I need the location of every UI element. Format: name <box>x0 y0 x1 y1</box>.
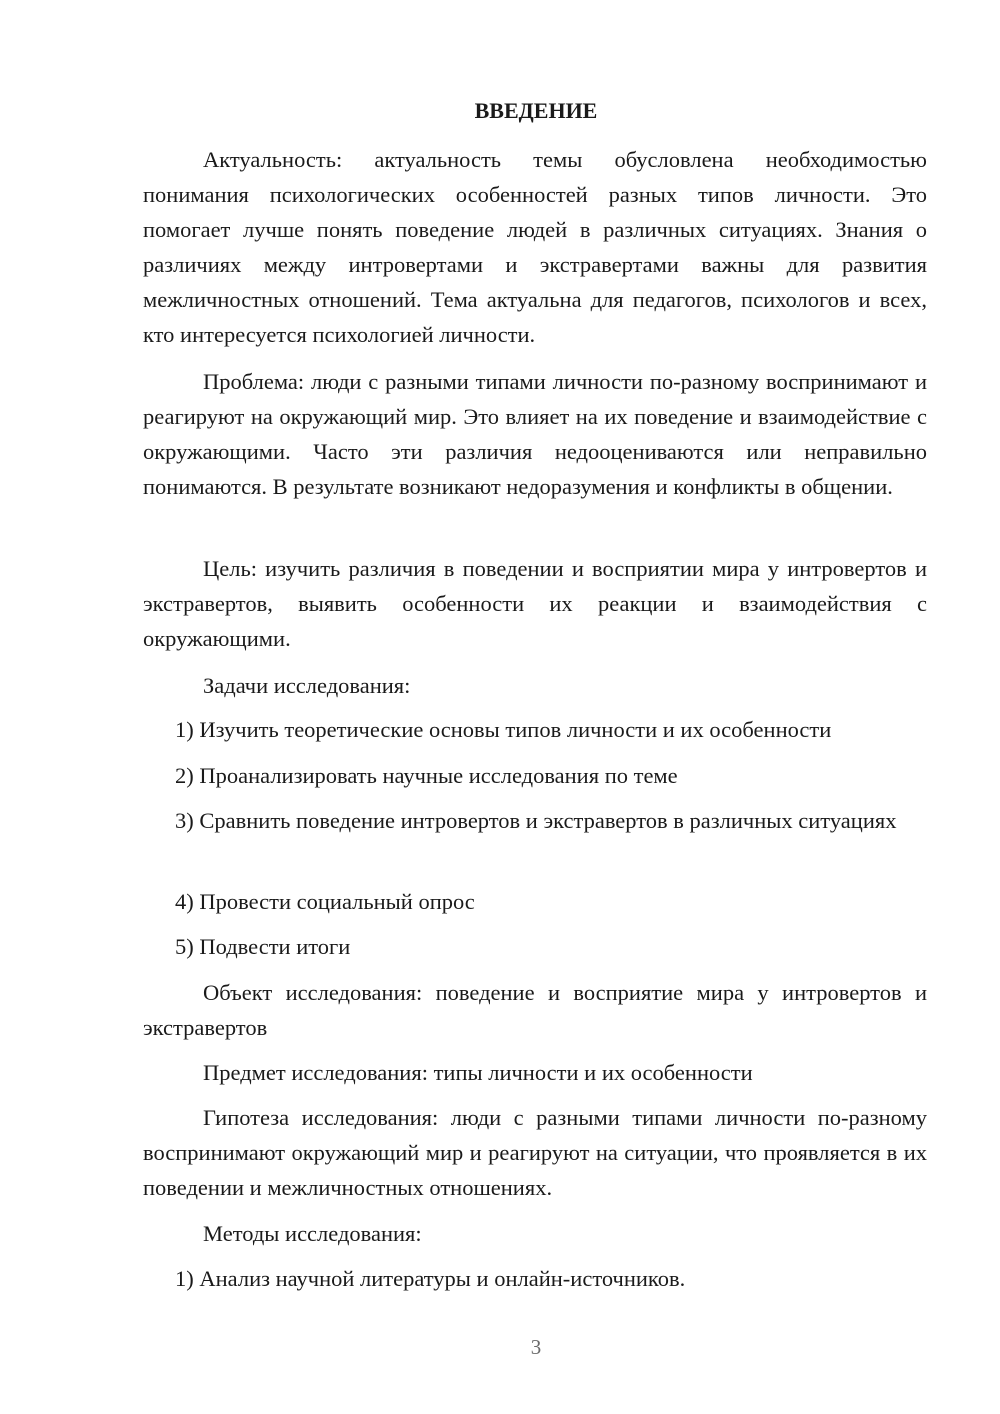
hypothesis-paragraph: Гипотеза исследования: люди с разными типами личности по-разному воспринимают окружающий мир и реагируют на ситуации, что проявляется в их поведении и межличностных отношениях. <box>143 1105 927 1200</box>
subject-paragraph: Предмет исследования: типы личности и их особенности <box>203 1060 753 1085</box>
task-item-4: 4) Провести социальный опрос <box>175 889 475 914</box>
problem-paragraph: Проблема: люди с разными типами личности по-разному воспринимают и реагируют на окружающий мир. Это влияет на их поведение и взаимодействие с окружающими. Часто эти различия недооцениваются или неправильно понимаются. В результате возникают недоразумения и конфликты в общении. <box>143 369 927 499</box>
goal-paragraph: Цель: изучить различия в поведении и восприятии мира у интровертов и экстравертов, выявить особенности их реакции и взаимодействия с окружающими. <box>143 556 927 651</box>
tasks-heading: Задачи исследования: <box>203 673 411 698</box>
object-paragraph: Объект исследования: поведение и восприятие мира у интровертов и экстравертов <box>143 980 927 1040</box>
task-item-3: 3) Сравнить поведение интровертов и экстравертов в различных ситуациях <box>175 808 897 833</box>
page-number: 3 <box>530 1335 542 1359</box>
task-item-1: 1) Изучить теоретические основы типов личности и их особенности <box>175 717 832 742</box>
relevance-paragraph: Актуальность: актуальность темы обусловлена необходимостью понимания психологических особенностей разных типов личности. Это помогает лучше понять поведение людей в различных ситуациях. Знания о различиях между интровертами и экстравертами важны для развития межличностных отношений. Тема актуальна для педагогов, психологов и всех, кто интересуется психологией личности. <box>143 147 927 347</box>
task-item-5: 5) Подвести итоги <box>175 934 351 959</box>
task-item-2: 2) Проанализировать научные исследования по теме <box>175 763 678 788</box>
methods-heading: Методы исследования: <box>203 1221 422 1246</box>
method-item-1: 1) Анализ научной литературы и онлайн-источников. <box>175 1266 686 1291</box>
section-title: ВВЕДЕНИЕ <box>474 98 598 123</box>
